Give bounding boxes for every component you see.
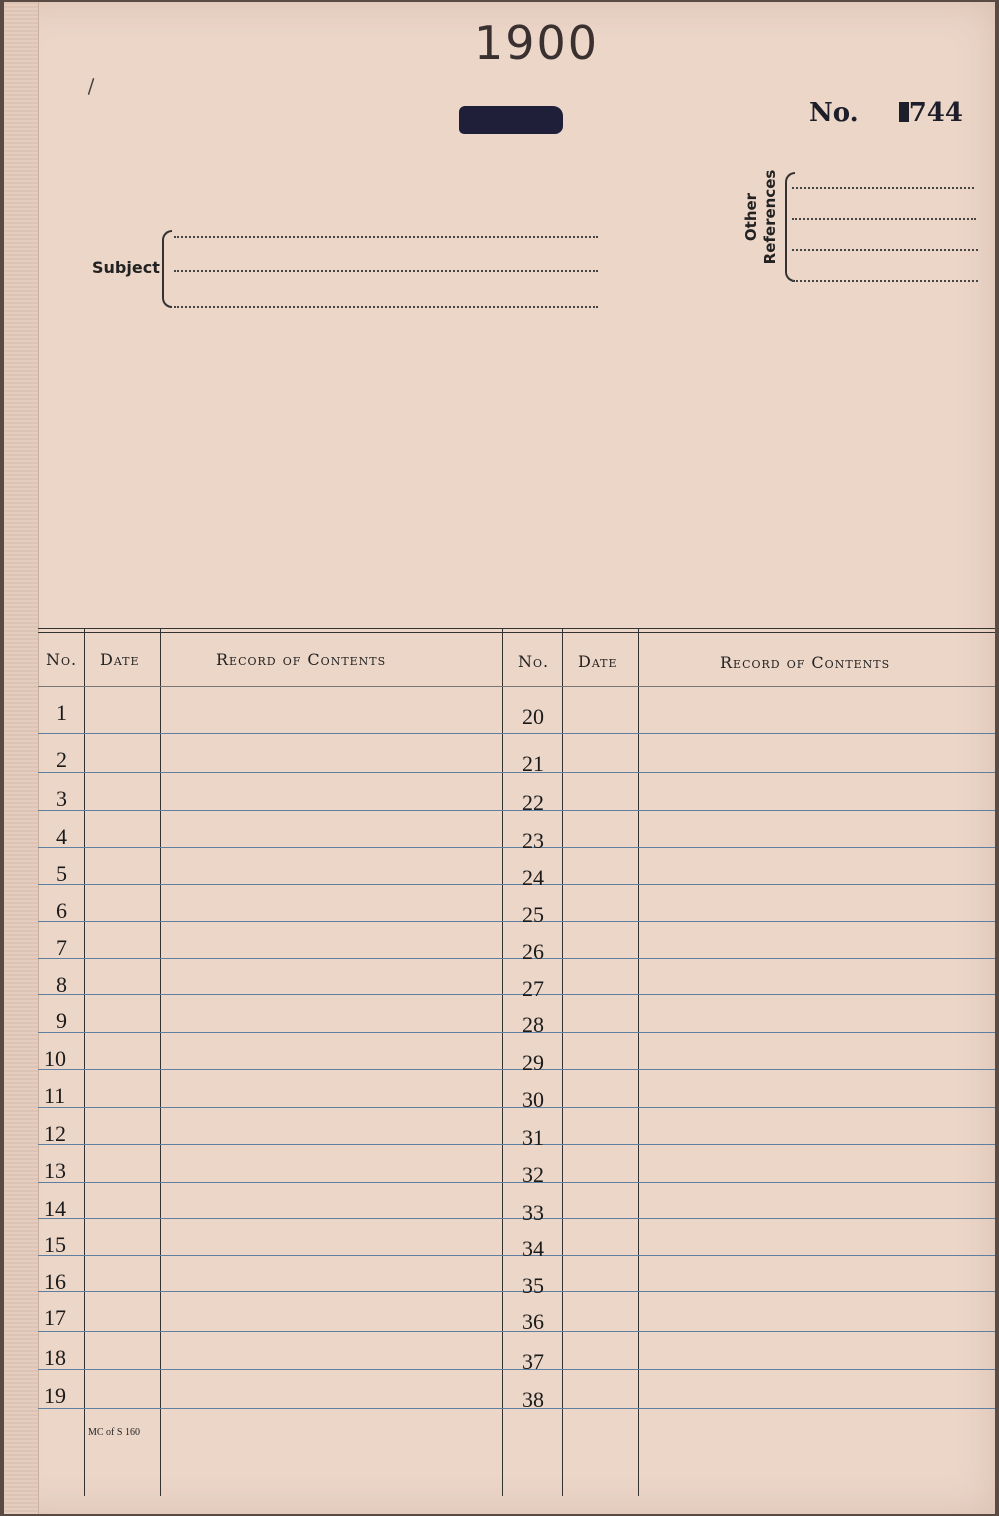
binding-spine bbox=[4, 2, 39, 1514]
table-top-rule-2 bbox=[38, 632, 995, 633]
header-no-left: No. bbox=[46, 650, 78, 669]
subject-line-2[interactable] bbox=[174, 270, 598, 272]
subject-brace bbox=[162, 230, 172, 308]
row-rule bbox=[38, 1291, 995, 1292]
header-date-right: Date bbox=[578, 652, 618, 671]
row-number-right: 35 bbox=[522, 1273, 544, 1298]
row-number-right: 37 bbox=[522, 1349, 544, 1374]
row-rule bbox=[38, 1369, 995, 1370]
row-rule bbox=[38, 1218, 995, 1219]
row-rule bbox=[38, 1408, 995, 1409]
row-number-left: 3 bbox=[56, 786, 67, 811]
row-rule bbox=[38, 994, 995, 995]
row-number-left: 9 bbox=[56, 1008, 67, 1033]
row-rule bbox=[38, 772, 995, 773]
row-rule bbox=[38, 1144, 995, 1145]
header-record-right: Record of Contents bbox=[720, 653, 891, 672]
row-number-left: 10 bbox=[44, 1046, 66, 1071]
col-divider-3 bbox=[502, 628, 503, 1496]
ink-redaction-blot bbox=[459, 106, 563, 134]
other-references-line-3[interactable] bbox=[792, 249, 978, 251]
row-rule bbox=[38, 847, 995, 848]
row-number-right: 25 bbox=[522, 902, 544, 927]
row-number-right: 22 bbox=[522, 790, 544, 815]
row-number-right: 27 bbox=[522, 976, 544, 1001]
row-number-right: 31 bbox=[522, 1125, 544, 1150]
row-number-right: 20 bbox=[522, 704, 544, 729]
file-number-value: 744 bbox=[908, 98, 963, 128]
row-rule bbox=[38, 810, 995, 811]
stray-mark: \ bbox=[81, 74, 102, 98]
row-number-left: 12 bbox=[44, 1121, 66, 1146]
row-number-right: 29 bbox=[522, 1050, 544, 1075]
row-number-left: 11 bbox=[44, 1083, 66, 1108]
row-number-right: 38 bbox=[522, 1387, 544, 1412]
col-divider-4 bbox=[562, 628, 563, 1496]
row-rule bbox=[38, 733, 995, 734]
other-references-line-4[interactable] bbox=[792, 280, 978, 282]
file-number-prefix: No. bbox=[809, 98, 859, 128]
row-rule bbox=[38, 1069, 995, 1070]
row-rule bbox=[38, 884, 995, 885]
file-number bbox=[809, 98, 963, 128]
other-references-line-2[interactable] bbox=[792, 218, 976, 220]
subject-line-1[interactable] bbox=[174, 236, 598, 238]
row-number-left: 19 bbox=[44, 1383, 66, 1408]
row-number-right: 21 bbox=[522, 751, 544, 776]
year-stamp: 1900 bbox=[474, 16, 600, 70]
other-references-line-1[interactable] bbox=[792, 187, 974, 189]
header-record-left: Record of Contents bbox=[216, 650, 387, 669]
row-number-right: 23 bbox=[522, 828, 544, 853]
row-rule bbox=[38, 1331, 995, 1332]
row-rule bbox=[38, 1182, 995, 1183]
file-cover-sheet bbox=[4, 2, 995, 1514]
row-number-left: 17 bbox=[44, 1305, 66, 1330]
row-number-left: 13 bbox=[44, 1158, 66, 1183]
row-rule bbox=[38, 921, 995, 922]
row-number-right: 32 bbox=[522, 1162, 544, 1187]
row-rule bbox=[38, 1255, 995, 1256]
row-number-left: 4 bbox=[56, 824, 67, 849]
other-references-label bbox=[742, 162, 780, 272]
row-number-right: 34 bbox=[522, 1236, 544, 1261]
row-number-left: 18 bbox=[44, 1345, 66, 1370]
row-number-left: 6 bbox=[56, 898, 67, 923]
row-rule bbox=[38, 1032, 995, 1033]
row-number-right: 30 bbox=[522, 1087, 544, 1112]
row-number-right: 36 bbox=[522, 1309, 544, 1334]
row-number-left: 7 bbox=[56, 935, 67, 960]
header-no-right: No. bbox=[518, 652, 550, 671]
row-number-left: 15 bbox=[44, 1232, 66, 1257]
col-divider-2 bbox=[160, 628, 161, 1496]
col-divider-5 bbox=[638, 628, 639, 1496]
row-rule bbox=[38, 958, 995, 959]
table-top-rule bbox=[38, 628, 995, 629]
form-code: MC of S 160 bbox=[88, 1427, 140, 1438]
row-number-right: 28 bbox=[522, 1012, 544, 1037]
row-number-right: 33 bbox=[522, 1200, 544, 1225]
ink-mark bbox=[899, 102, 909, 122]
subject-label: Subject bbox=[92, 258, 160, 277]
header-date-left: Date bbox=[100, 650, 140, 669]
row-number-left: 8 bbox=[56, 972, 67, 997]
col-divider-1 bbox=[84, 628, 85, 1496]
row-number-left: 16 bbox=[44, 1269, 66, 1294]
header-bottom-rule bbox=[38, 686, 995, 687]
other-references-label-line1: Other bbox=[742, 192, 760, 242]
row-number-left: 14 bbox=[44, 1196, 66, 1221]
row-number-left: 2 bbox=[56, 747, 67, 772]
subject-line-3[interactable] bbox=[174, 306, 598, 308]
row-number-left: 1 bbox=[56, 700, 67, 725]
row-rule bbox=[38, 1107, 995, 1108]
row-number-right: 26 bbox=[522, 939, 544, 964]
row-number-left: 5 bbox=[56, 861, 67, 886]
other-references-label-line2: References bbox=[761, 169, 779, 265]
row-number-right: 24 bbox=[522, 865, 544, 890]
